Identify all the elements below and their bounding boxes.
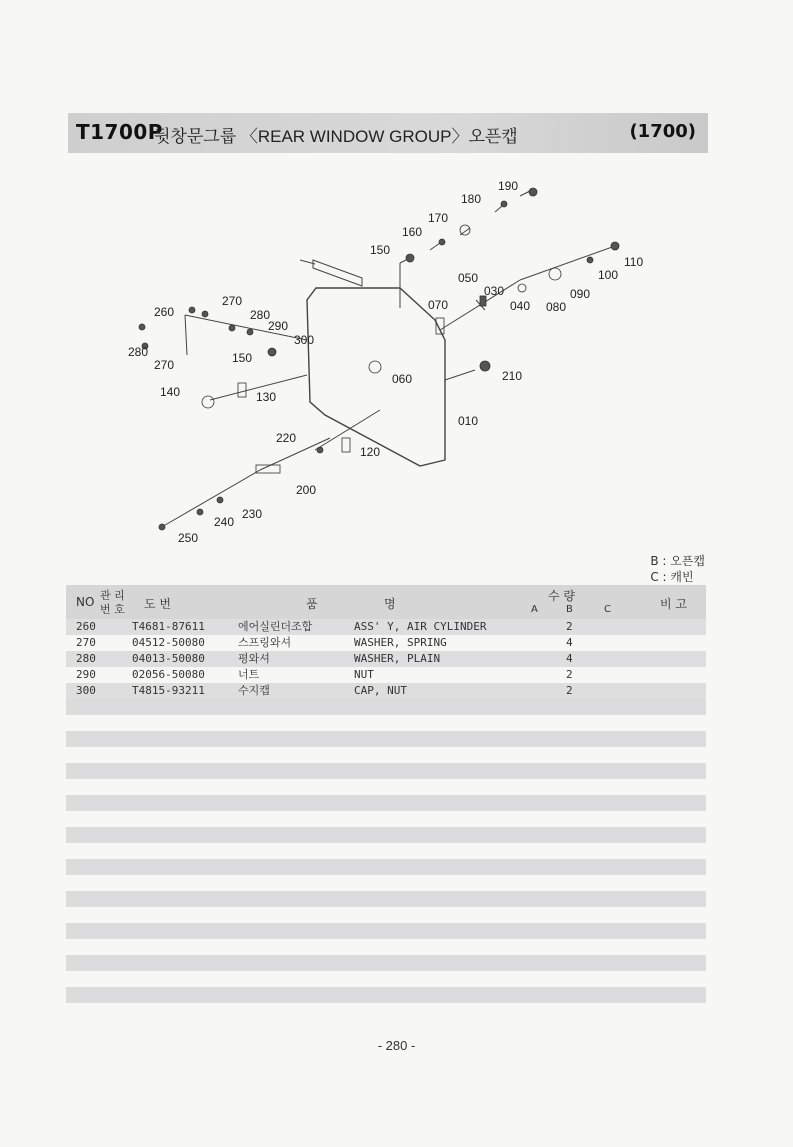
cell-name-kor: 수지캡 [238,684,270,697]
header-drawing-no: 도 번 [144,597,171,611]
callout-280-left: 280 [128,345,149,359]
cell-no: 260 [76,620,96,633]
callout-170: 170 [428,211,449,225]
header-remarks: 비 고 [660,597,687,611]
cell-name-kor: 스프링와셔 [238,636,292,649]
cell-qty-b: 4 [566,652,573,665]
group-number: (1700) [629,121,696,142]
empty-row-band [66,827,706,843]
page-number: - 280 - [377,1038,416,1053]
callout-280-right: 280 [250,308,271,322]
empty-row-band [66,763,706,779]
empty-row-band [66,795,706,811]
empty-row-band [66,859,706,875]
callout-060: 060 [392,372,413,386]
cell-name-eng: NUT [354,668,374,681]
callout-030: 030 [484,284,505,298]
table-row [66,683,706,699]
header-qty-a: A [531,604,538,615]
cell-part-no: 02056-50080 [132,668,205,681]
callout-100: 100 [598,268,619,282]
cell-part-no: T4681-87611 [132,620,205,633]
parts-table [66,585,706,1003]
table-row [66,667,706,683]
table-body [66,619,706,699]
cell-part-no: 04512-50080 [132,636,205,649]
cell-name-eng: CAP, NUT [354,684,407,697]
empty-row-band [66,955,706,971]
table-row [66,651,706,667]
group-code: T1700P [76,120,163,144]
header-bar [68,113,708,153]
callout-250: 250 [178,531,199,545]
diagram-svg [100,170,660,560]
cell-name-kor: 너트 [238,668,260,681]
table-header [66,585,706,619]
callout-200: 200 [296,483,317,497]
callout-080: 080 [546,300,567,314]
legend-b: B : 오픈캡 [650,554,705,568]
cell-qty-b: 2 [566,668,573,681]
exploded-parts-diagram [100,170,660,560]
cell-name-kor: 평와셔 [238,652,270,665]
callout-240: 240 [214,515,235,529]
header-mgmt-bottom: 번 호 [100,603,125,616]
header-qty-c: C [604,604,611,615]
callout-120: 120 [360,445,381,459]
cell-part-no: 04013-50080 [132,652,205,665]
header-name-left: 품 [306,597,318,611]
group-title: 뒷창문그룹 〈REAR WINDOW GROUP〉오픈캡 [154,127,518,146]
header-name-right: 명 [384,597,396,611]
header-qty: 수 량 [548,589,575,603]
cell-part-no: T4815-93211 [132,684,205,697]
callout-290: 290 [268,319,289,333]
callout-300: 300 [294,333,315,347]
callout-040: 040 [510,299,531,313]
callout-180: 180 [461,192,482,206]
cell-name-eng: WASHER, PLAIN [354,652,441,665]
callout-050: 050 [458,271,479,285]
cell-no: 270 [76,636,96,649]
callout-230: 230 [242,507,263,521]
callout-130: 130 [256,390,277,404]
callout-150-top: 150 [370,243,391,257]
callout-140: 140 [160,385,181,399]
cell-qty-b: 2 [566,684,573,697]
header-qty-b: B [566,604,573,615]
cell-qty-b: 2 [566,620,573,633]
cell-name-eng: ASS' Y, AIR CYLINDER [354,620,487,633]
empty-row-band [66,987,706,1003]
callout-220: 220 [276,431,297,445]
legend [650,553,705,585]
cell-qty-b: 4 [566,636,573,649]
callout-150-left: 150 [232,351,253,365]
table-row [66,619,706,635]
cell-name-eng: WASHER, SPRING [354,636,447,649]
callout-210: 210 [502,369,523,383]
legend-c: C : 캐빈 [650,570,694,584]
callout-010: 010 [458,414,479,428]
header-mgmt-top: 관 리 [100,589,125,602]
callout-090: 090 [570,287,591,301]
callout-190: 190 [498,179,519,193]
header-no: NO [76,595,95,609]
callout-260: 260 [154,305,175,319]
empty-rows [66,699,706,1003]
cell-no: 290 [76,668,96,681]
callout-160: 160 [402,225,423,239]
cell-no: 300 [76,684,96,697]
empty-row-band [66,731,706,747]
empty-row-band [66,699,706,715]
cell-no: 280 [76,652,96,665]
table-row [66,635,706,651]
callout-270-top: 270 [222,294,243,308]
callout-110: 110 [624,255,644,269]
cell-name-kor: 에어실린더조합 [238,620,313,633]
empty-row-band [66,891,706,907]
callout-270-bottom: 270 [154,358,175,372]
callout-070: 070 [428,298,449,312]
empty-row-band [66,923,706,939]
